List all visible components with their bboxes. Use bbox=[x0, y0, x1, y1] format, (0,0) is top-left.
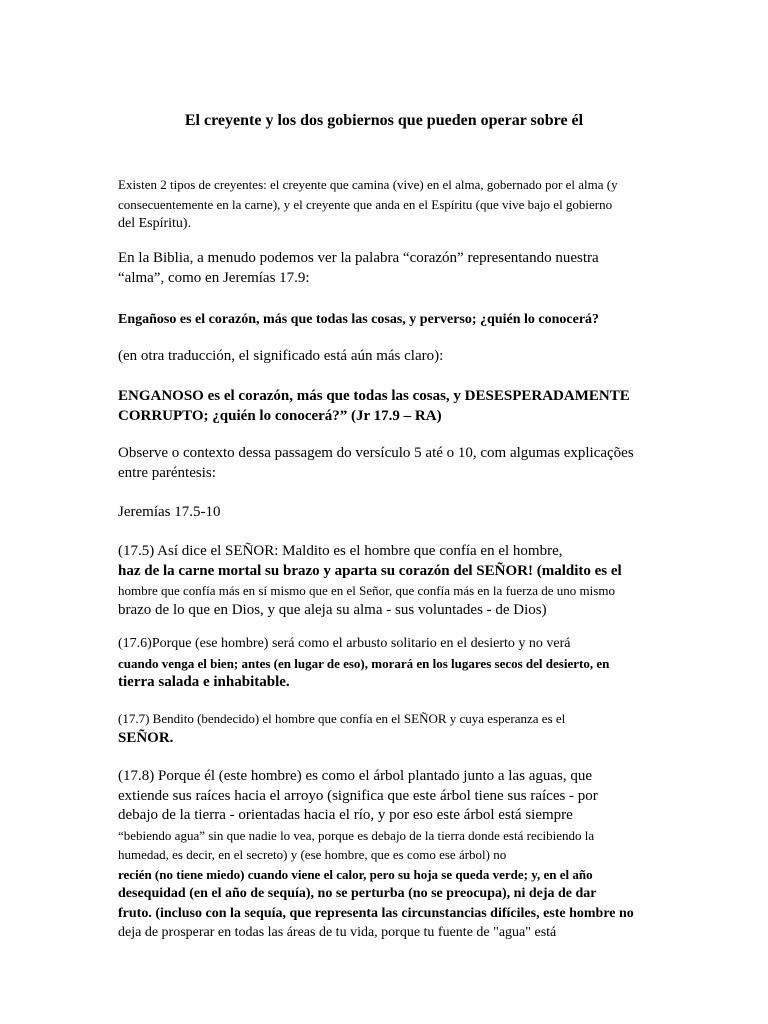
context-paragraph bbox=[118, 444, 648, 483]
text-line: consecuentemente en la carne), y el creyente que anda en el Espíritu (que vive bajo el gobierno bbox=[118, 196, 613, 212]
text-line: hombre que confía más en sí mismo que en el Señor, que confía más en la fuerza de uno mismo bbox=[118, 583, 615, 598]
text-line: CORRUPTO; ¿quién lo conocerá?” (Jr 17.9 – RA) bbox=[118, 407, 442, 424]
intro-paragraph bbox=[118, 175, 648, 234]
text-line: En la Biblia, a menudo podemos ver la palabra “corazón” representando nuestra bbox=[118, 250, 599, 266]
text-line: cuando venga el bien; antes (en lugar de eso), morará en los lugares secos del desierto, en bbox=[118, 655, 610, 671]
text-line: brazo de lo que en Dios, y que aleja su alma - sus voluntades - de Dios) bbox=[118, 601, 547, 618]
bible-heart-paragraph bbox=[118, 249, 648, 288]
text-line: “bebiendo agua” sin que nadie lo vea, porque es debajo de la tierra donde está recibiendo la bbox=[118, 827, 595, 843]
text-line: haz de la carne mortal su brazo y aparta su corazón del SEÑOR! (maldito es el bbox=[118, 562, 622, 579]
text-line: del Espíritu). bbox=[118, 216, 192, 231]
translation-note: (en otra traducción, el significado está aún más claro): bbox=[118, 348, 444, 364]
text-line: tierra salada e inhabitable. bbox=[118, 674, 290, 690]
text-line: “alma”, como en Jeremías 17.9: bbox=[118, 269, 310, 286]
alternate-translation-quote bbox=[118, 387, 648, 426]
text-line: Observe o contexto dessa passagem do versículo 5 até o 10, com algumas explicações bbox=[118, 445, 634, 461]
passage-reference: Jeremías 17.5-10 bbox=[118, 504, 221, 520]
verse-17-5 bbox=[118, 542, 648, 620]
text-line: (17.7) Bendito (bendecido) el hombre que confía en el SEÑOR y cuya esperanza es el bbox=[118, 711, 566, 726]
text-line: SEÑOR. bbox=[118, 729, 174, 746]
text-line: deja de prosperar en todas las áreas de tu vida, porque tu fuente de "agua" está bbox=[118, 925, 557, 940]
verse-17-8 bbox=[118, 767, 648, 943]
text-line: recién (no tiene miedo) cuando viene el calor, pero su hoja se queda verde; y, en el año bbox=[118, 866, 593, 882]
jeremiah-quote: Engañoso es el corazón, más que todas las cosas, y perverso; ¿quién lo conocerá? bbox=[118, 312, 600, 327]
text-line: (17.6)Porque (ese hombre) será como el arbusto solitario en el desierto y no verá bbox=[118, 636, 571, 651]
verse-17-7 bbox=[118, 709, 648, 748]
text-line: extiende sus raíces hacia el arroyo (significa que este árbol tiene sus raíces - por bbox=[118, 787, 598, 804]
text-line: humedad, es decir, en el secreto) y (ese hombre, que es como ese árbol) no bbox=[118, 847, 507, 862]
text-line: Existen 2 tipos de creyentes: el creyente que camina (vive) en el alma, gobernado por el alma (y bbox=[118, 177, 618, 192]
verse-17-6 bbox=[118, 634, 648, 693]
text-line: (17.8) Porque él (este hombre) es como el árbol plantado junto a las aguas, que bbox=[118, 768, 593, 784]
text-line: (17.5) Así dice el SEÑOR: Maldito es el hombre que confía en el hombre, bbox=[118, 543, 563, 559]
text-line: fruto. (incluso con la sequía, que representa las circunstancias difíciles, este hombre no bbox=[118, 905, 634, 921]
document-title: El creyente y los dos gobiernos que pueden operar sobre él bbox=[184, 112, 584, 129]
text-line: entre paréntesis: bbox=[118, 464, 216, 481]
text-line: debajo de la tierra - orientadas hacia el río, y por eso este árbol está siempre bbox=[118, 807, 573, 823]
text-line: desequidad (en el año de sequía), no se perturba (no se preocupa), ni deja de dar bbox=[118, 886, 597, 901]
text-line: ENGANOSO es el corazón, más que todas las cosas, y DESESPERADAMENTE bbox=[118, 388, 630, 404]
